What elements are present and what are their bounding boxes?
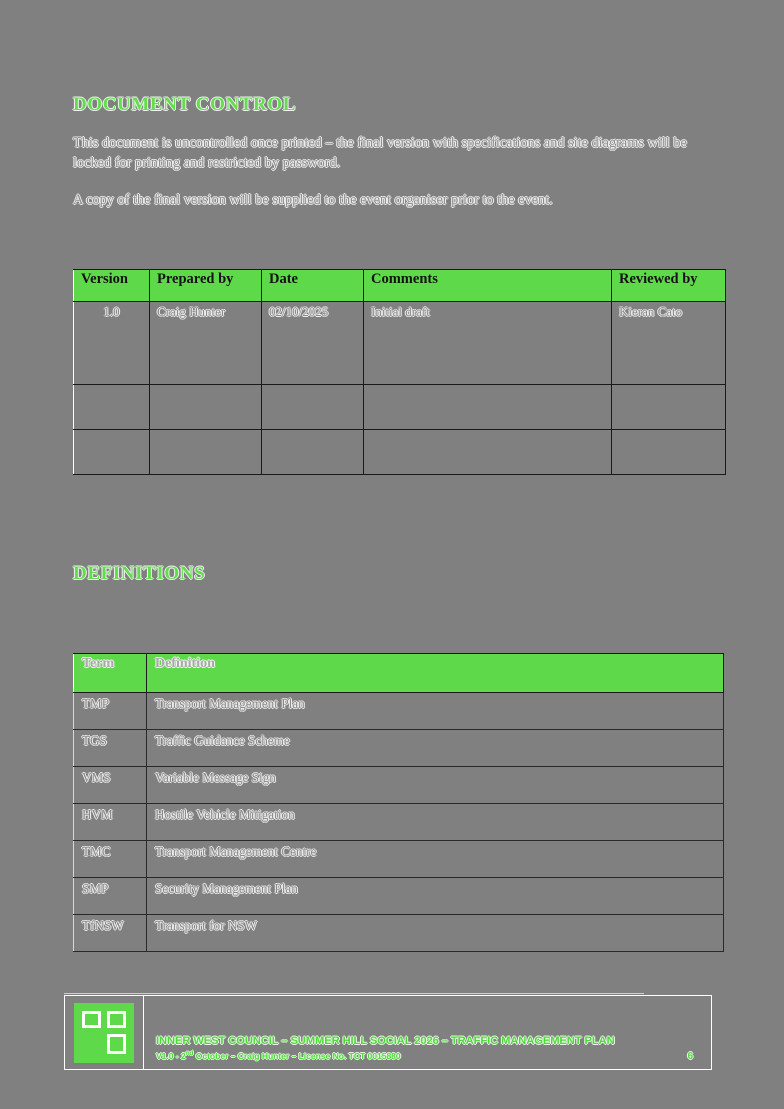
cell-term: TfNSW — [74, 915, 147, 952]
cell-definition: Transport Management Centre — [147, 841, 724, 878]
cell-term: VMS — [74, 767, 147, 804]
cell-definition: Variable Message Sign — [147, 767, 724, 804]
cell-prepared-by — [150, 430, 262, 475]
table-header-row — [74, 654, 724, 693]
cell-reviewed-by — [612, 385, 726, 430]
table-row — [74, 730, 724, 767]
page-break-clip — [0, 478, 784, 504]
cell-comments: Initial draft — [364, 302, 612, 385]
definitions-table — [73, 653, 724, 952]
cell-date — [262, 385, 364, 430]
document-control-heading: DOCUMENT CONTROL — [73, 94, 297, 115]
column-header-definition: Definition — [147, 654, 724, 693]
table-row — [74, 302, 726, 385]
footer-version-details — [156, 1050, 401, 1061]
uncontrolled-notice-paragraph: This document is uncontrolled once printed – the final version with specifications and site diagrams will be locked for printing and restricted by password. — [73, 135, 687, 171]
cell-definition: Transport Management Plan — [147, 693, 724, 730]
cato-logo-icon — [74, 1003, 134, 1063]
column-header-term: Term — [74, 654, 147, 693]
definitions-heading: DEFINITIONS — [73, 563, 206, 584]
column-header-reviewed-by: Reviewed by — [612, 270, 726, 302]
final-version-copy-paragraph: A copy of the final version will be supplied to the event organiser prior to the event. — [73, 192, 553, 208]
table-row — [74, 767, 724, 804]
cell-comments — [364, 385, 612, 430]
cell-date — [262, 430, 364, 475]
table-header-row — [74, 270, 726, 302]
cell-version — [74, 430, 150, 475]
cell-definition: Hostile Vehicle Mitigation — [147, 804, 724, 841]
cell-prepared-by: Craig Hunter — [150, 302, 262, 385]
column-header-prepared-by: Prepared by — [150, 270, 262, 302]
cell-term: TMP — [74, 693, 147, 730]
footer-logo-cell — [65, 996, 144, 1069]
footer-text-cell — [144, 996, 711, 1069]
cell-term: TMC — [74, 841, 147, 878]
cell-reviewed-by: Kieran Cato — [612, 302, 726, 385]
column-header-date: Date — [262, 270, 364, 302]
footer-divider — [64, 993, 644, 994]
footer-version-prefix: V1.0 - 2 — [156, 1051, 186, 1061]
footer-page-number: 6 — [687, 1051, 693, 1062]
cell-term: TGS — [74, 730, 147, 767]
cell-version — [74, 385, 150, 430]
footer-meta-row — [156, 1050, 701, 1062]
cell-prepared-by — [150, 385, 262, 430]
version-control-table — [73, 269, 726, 475]
cell-date: 02/10/2025 — [262, 302, 364, 385]
table-row — [74, 841, 724, 878]
table-row — [74, 915, 724, 952]
page-footer — [64, 995, 712, 1070]
column-header-comments: Comments — [364, 270, 612, 302]
cell-definition: Security Management Plan — [147, 878, 724, 915]
cell-definition: Transport for NSW — [147, 915, 724, 952]
cell-term: HVM — [74, 804, 147, 841]
table-row — [74, 804, 724, 841]
footer-version-suffix: October – Craig Hunter – License No. TCT 0015880 — [193, 1051, 401, 1061]
footer-document-title: INNER WEST COUNCIL – SUMMER HILL SOCIAL 2026 – TRAFFIC MANAGEMENT PLAN — [156, 1035, 615, 1048]
table-row — [74, 430, 726, 475]
cell-reviewed-by — [612, 430, 726, 475]
cell-term: SMP — [74, 878, 147, 915]
table-row — [74, 693, 724, 730]
footer-ordinal-suffix: nd — [185, 1050, 194, 1058]
cell-version: 1.0 — [74, 302, 150, 385]
column-header-version: Version — [74, 270, 150, 302]
cell-comments — [364, 430, 612, 475]
table-row — [74, 878, 724, 915]
cell-definition: Traffic Guidance Scheme — [147, 730, 724, 767]
table-row — [74, 385, 726, 430]
